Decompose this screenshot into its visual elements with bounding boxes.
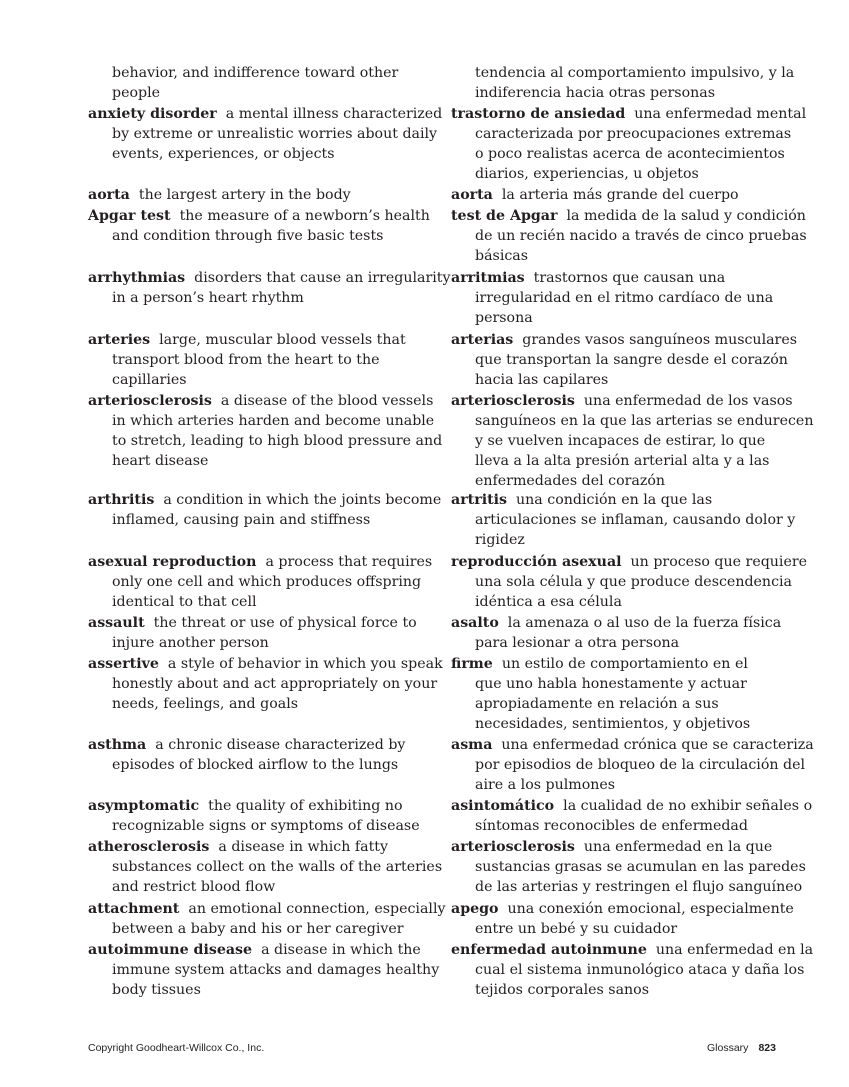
glossary-entry xyxy=(88,552,432,612)
definition-text: a disease in which the xyxy=(261,942,421,958)
entry-first-line xyxy=(88,552,432,572)
definition-text: a style of behavior in which you speak xyxy=(167,656,443,672)
entry-first-line xyxy=(451,104,806,124)
definition-line: articulaciones se inflaman, causando dolor y xyxy=(475,512,796,528)
definition-text: una conexión emocional, especialmente xyxy=(507,901,794,917)
definition-line: immune system attacks and damages healthy xyxy=(112,962,440,978)
definition-line: persona xyxy=(475,310,533,326)
glossary-entry xyxy=(451,330,797,390)
definition-line: apropiadamente en relación a sus xyxy=(475,696,719,712)
section-label: Glossary xyxy=(707,1042,749,1054)
glossary-term: test de Apgar xyxy=(451,208,558,224)
glossary-term: arteriosclerosis xyxy=(88,393,212,409)
glossary-entry xyxy=(88,940,439,1000)
glossary-term: reproducción asexual xyxy=(451,554,622,570)
glossary-entry xyxy=(451,735,814,795)
entry-first-line xyxy=(451,613,781,633)
definition-line: por episodios de bloqueo de la circulación del xyxy=(475,757,806,773)
glossary-entry xyxy=(451,206,807,266)
definition-line: cual el sistema inmunológico ataca y daña los xyxy=(475,962,805,978)
entry-first-line xyxy=(451,654,750,674)
entry-first-line xyxy=(451,940,813,960)
glossary-entry xyxy=(88,268,451,308)
copyright-notice: Copyright Goodheart-Willcox Co., Inc. xyxy=(88,1042,265,1054)
definition-text: the quality of exhibiting no xyxy=(208,798,403,814)
definition-text: la medida de la salud y condición xyxy=(566,208,806,224)
definition-text: una enfermedad mental xyxy=(634,106,807,122)
glossary-entry xyxy=(451,654,750,734)
glossary-term: arritmias xyxy=(451,270,525,286)
definition-line: o poco realistas acerca de acontecimientos xyxy=(475,146,785,162)
definition-text: a mental illness characterized xyxy=(225,106,443,122)
glossary-entry xyxy=(451,104,806,184)
definition-line: que transportan la sangre desde el corazón xyxy=(475,352,788,368)
definition-line: enfermedades del corazón xyxy=(475,473,666,489)
glossary-entry xyxy=(88,185,351,205)
glossary-entry xyxy=(451,940,813,1000)
definition-line: lleva a la alta presión arterial alta y a las xyxy=(475,453,770,469)
definition-line: básicas xyxy=(475,248,529,264)
glossary-term: arthritis xyxy=(88,492,155,508)
definition-line: indiferencia hacia otras personas xyxy=(475,85,715,101)
glossary-term: aorta xyxy=(451,187,493,203)
definition-line: tejidos corporales sanos xyxy=(475,982,650,998)
definition-text: grandes vasos sanguíneos musculares xyxy=(522,332,798,348)
definition-line: and restrict blood flow xyxy=(112,879,276,895)
glossary-entry xyxy=(88,104,442,164)
definition-line: identical to that cell xyxy=(112,594,257,610)
definition-text: la amenaza o al uso de la fuerza física xyxy=(507,615,782,631)
glossary-entry xyxy=(451,268,773,328)
entry-first-line xyxy=(451,391,813,411)
glossary-term: asma xyxy=(451,737,493,753)
glossary-entry xyxy=(451,837,806,897)
definition-line: and condition through five basic tests xyxy=(112,228,384,244)
definition-line: caracterizada por preocupaciones extremas xyxy=(475,126,792,142)
definition-line: honestly about and act appropriately on your xyxy=(112,676,438,692)
glossary-term: asthma xyxy=(88,737,147,753)
glossary-term: enfermedad autoinmune xyxy=(451,942,647,958)
definition-line: people xyxy=(112,85,161,101)
page-footer xyxy=(707,1042,776,1054)
entry-first-line xyxy=(88,613,417,633)
glossary-term: atherosclerosis xyxy=(88,839,210,855)
glossary-term: arteries xyxy=(88,332,151,348)
glossary-term: Apgar test xyxy=(88,208,171,224)
glossary-term: autoimmune disease xyxy=(88,942,253,958)
glossary-term: asintomático xyxy=(451,798,555,814)
entry-first-line xyxy=(88,490,441,510)
glossary-term: asexual reproduction xyxy=(88,554,257,570)
definition-text: a process that requires xyxy=(265,554,433,570)
glossary-entry xyxy=(88,899,446,939)
entry-first-line xyxy=(451,330,797,350)
entry-first-line xyxy=(88,654,443,674)
definition-text: trastornos que causan una xyxy=(533,270,726,286)
definition-line: sustancias grasas se acumulan en las paredes xyxy=(475,859,806,875)
glossary-term: assertive xyxy=(88,656,159,672)
definition-line: que uno habla honestamente y actuar xyxy=(475,676,747,692)
definition-line: needs, feelings, and goals xyxy=(112,696,299,712)
definition-text: un estilo de comportamiento en el xyxy=(501,656,748,672)
glossary-term: attachment xyxy=(88,901,180,917)
glossary-term: arteriosclerosis xyxy=(451,839,575,855)
glossary-entry xyxy=(451,490,795,550)
definition-line: behavior, and indifference toward other xyxy=(112,65,399,81)
entry-first-line xyxy=(451,490,795,510)
entry-first-line xyxy=(88,330,406,350)
definition-line: necesidades, sentimientos, y objetivos xyxy=(475,716,751,732)
definition-line: de las arterias y restringen el flujo sanguíneo xyxy=(475,879,803,895)
definition-line: in which arteries harden and become unable xyxy=(112,413,435,429)
entry-first-line xyxy=(88,899,446,919)
definition-line: inflamed, causing pain and stiffness xyxy=(112,512,371,528)
definition-text: la cualidad de no exhibir señales o xyxy=(563,798,813,814)
definition-line: episodes of blocked airflow to the lungs xyxy=(112,757,399,773)
page-number: 823 xyxy=(758,1042,776,1054)
definition-text: an emotional connection, especially xyxy=(188,901,446,917)
glossary-entry xyxy=(88,330,406,390)
glossary-term: arrhythmias xyxy=(88,270,186,286)
definition-line: events, experiences, or objects xyxy=(112,146,335,162)
definition-line: sanguíneos en la que las arterias se endurecen xyxy=(475,413,814,429)
glossary-term: arterias xyxy=(451,332,514,348)
entry-first-line xyxy=(88,104,442,124)
definition-text: large, muscular blood vessels that xyxy=(159,332,406,348)
glossary-entry xyxy=(451,63,794,103)
glossary-entry xyxy=(451,899,794,939)
definition-line: capillaries xyxy=(112,372,187,388)
definition-text: a chronic disease characterized by xyxy=(155,737,406,753)
entry-first-line xyxy=(88,391,442,411)
definition-text: the threat or use of physical force to xyxy=(153,615,417,631)
definition-line: between a baby and his or her caregiver xyxy=(112,921,404,937)
entry-first-line xyxy=(451,796,812,816)
definition-line: síntomas reconocibles de enfermedad xyxy=(475,818,748,834)
entry-first-line xyxy=(88,268,451,288)
definition-line: to stretch, leading to high blood pressure and xyxy=(112,433,443,449)
glossary-entry xyxy=(88,796,420,836)
glossary-entry xyxy=(88,391,442,471)
glossary-entry xyxy=(88,735,405,775)
definition-line: heart disease xyxy=(112,453,209,469)
definition-line: substances collect on the walls of the arteries xyxy=(112,859,443,875)
definition-line: diarios, experiencias, u objetos xyxy=(475,166,699,182)
glossary-entry xyxy=(88,654,443,714)
definition-line: in a person’s heart rhythm xyxy=(112,290,304,306)
definition-text: disorders that cause an irregularity xyxy=(194,270,451,286)
definition-line: injure another person xyxy=(112,635,269,651)
glossary-term: firme xyxy=(451,656,493,672)
entry-first-line xyxy=(451,899,794,919)
definition-text: la arteria más grande del cuerpo xyxy=(501,187,739,203)
definition-line: transport blood from the heart to the xyxy=(112,352,380,368)
definition-line: body tissues xyxy=(112,982,201,998)
glossary-term: apego xyxy=(451,901,499,917)
definition-line: y se vuelven incapaces de estirar, lo que xyxy=(475,433,766,449)
glossary-entry xyxy=(451,613,781,653)
glossary-entry xyxy=(88,613,417,653)
entry-first-line xyxy=(451,206,807,226)
entry-first-line xyxy=(88,206,430,226)
entry-first-line xyxy=(88,735,405,755)
definition-line: tendencia al comportamiento impulsivo, y la xyxy=(475,65,795,81)
definition-line: only one cell and which produces offspring xyxy=(112,574,422,590)
definition-line: aire a los pulmones xyxy=(475,777,616,793)
glossary-term: trastorno de ansiedad xyxy=(451,106,626,122)
entry-first-line xyxy=(451,268,773,288)
definition-line: hacia las capilares xyxy=(475,372,609,388)
definition-line: irregularidad en el ritmo cardíaco de una xyxy=(475,290,774,306)
glossary-term: arteriosclerosis xyxy=(451,393,575,409)
entry-first-line xyxy=(451,735,814,755)
definition-text: una enfermedad en la que xyxy=(583,839,773,855)
entry-first-line xyxy=(451,837,806,857)
entry-first-line xyxy=(88,837,442,857)
definition-text: a condition in which the joints become xyxy=(163,492,442,508)
glossary-entry xyxy=(451,391,813,491)
entry-first-line xyxy=(451,185,739,205)
definition-text: una condición en la que las xyxy=(516,492,713,508)
glossary-term: anxiety disorder xyxy=(88,106,217,122)
entry-first-line xyxy=(88,796,420,816)
definition-text: a disease of the blood vessels xyxy=(220,393,434,409)
definition-line: entre un bebé y su cuidador xyxy=(475,921,678,937)
definition-line: rigidez xyxy=(475,532,525,548)
definition-text: un proceso que requiere xyxy=(630,554,808,570)
definition-text: a disease in which fatty xyxy=(218,839,389,855)
definition-line: recognizable signs or symptoms of disease xyxy=(112,818,420,834)
definition-text: the largest artery in the body xyxy=(138,187,351,203)
entry-first-line xyxy=(451,552,807,572)
definition-text: una enfermedad crónica que se caracteriza xyxy=(501,737,814,753)
glossary-entry xyxy=(88,63,398,103)
entry-first-line xyxy=(88,185,351,205)
definition-line: para lesionar a otra persona xyxy=(475,635,680,651)
definition-line: by extreme or unrealistic worries about daily xyxy=(112,126,438,142)
definition-text: the measure of a newborn’s health xyxy=(179,208,430,224)
definition-text: una enfermedad de los vasos xyxy=(583,393,793,409)
glossary-entry xyxy=(88,837,442,897)
glossary-term: asalto xyxy=(451,615,499,631)
glossary-term: artritis xyxy=(451,492,508,508)
entry-first-line xyxy=(88,940,439,960)
definition-line: idéntica a esa célula xyxy=(475,594,622,610)
glossary-entry xyxy=(451,796,812,836)
glossary-entry xyxy=(451,185,739,205)
glossary-term: assault xyxy=(88,615,145,631)
definition-line: de un recién nacido a través de cinco pruebas xyxy=(475,228,807,244)
glossary-entry xyxy=(451,552,807,612)
glossary-entry xyxy=(88,206,430,246)
glossary-term: asymptomatic xyxy=(88,798,200,814)
definition-text: una enfermedad en la xyxy=(655,942,814,958)
definition-line: una sola célula y que produce descendencia xyxy=(475,574,793,590)
glossary-entry xyxy=(88,490,441,530)
glossary-term: aorta xyxy=(88,187,130,203)
